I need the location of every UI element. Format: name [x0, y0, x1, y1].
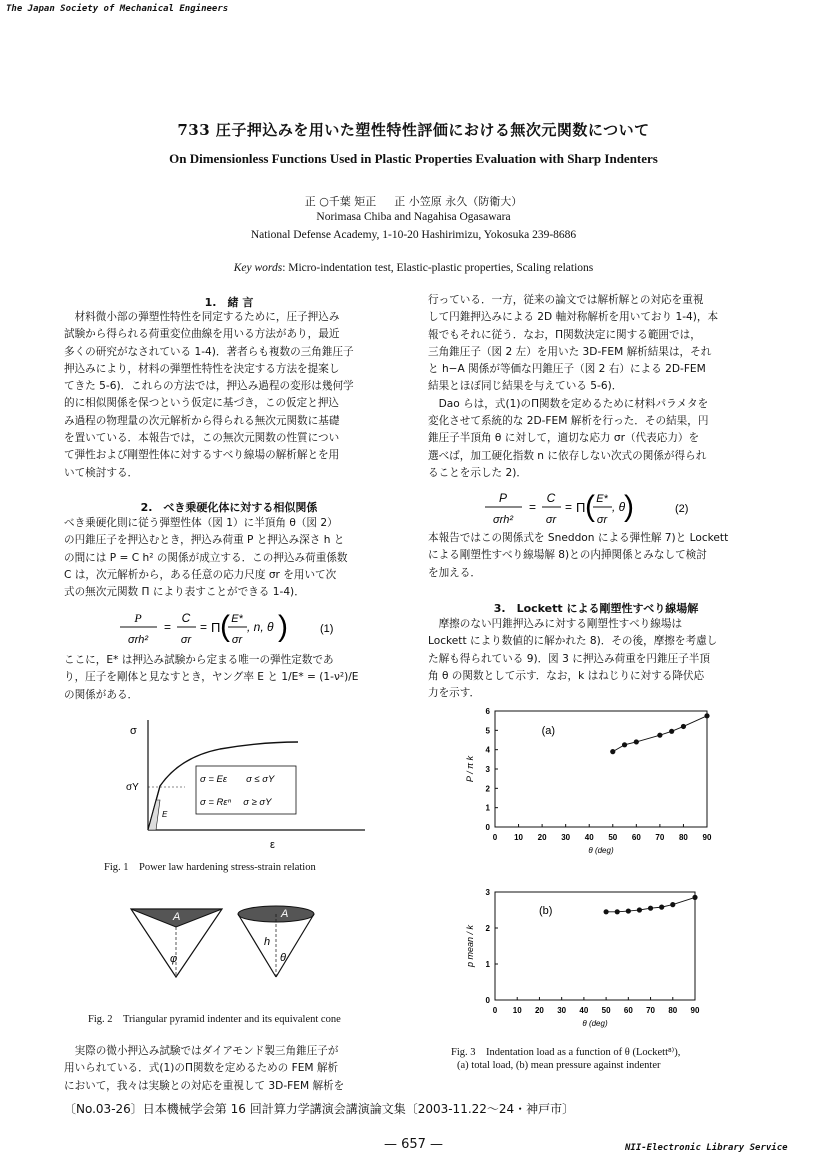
x-tick-label: 30	[557, 1006, 567, 1015]
plot-frame	[495, 892, 695, 1000]
x-axis-label: θ (deg)	[582, 1019, 608, 1028]
eq1-lhs-num: P	[134, 611, 142, 625]
section-2-line: C は，次元解析から，ある任意の応力尺度 σr を用いて次	[64, 568, 337, 581]
section-1-line: を置いている．本報告では，この無次元関数の性質につい	[64, 432, 340, 445]
authors-jp: 正 ○千葉 矩正 正 小笠原 永久（防衛大）	[304, 195, 523, 208]
svg-text:): )	[624, 490, 634, 523]
section-1-line: 的に相似関係を保つという仮定に基づき，この仮定と押込	[64, 397, 340, 410]
y-tick-label: 2	[485, 924, 490, 933]
eq1-tail: , n, θ	[247, 620, 274, 634]
fig1-sigma-y: σY	[126, 782, 139, 793]
title-en: On Dimensionless Functions Used in Plastic Properties Evaluation with Sharp Indenters	[169, 151, 658, 166]
section-1-title: 1. 緒 言	[204, 296, 254, 309]
fig2-A1: A	[173, 911, 181, 923]
section-1-line: 多くの研究がなされている 1-4)．著者らも複数の三角錐圧子	[64, 345, 354, 358]
left-bottom-body	[64, 1043, 400, 1095]
after-eq1-body	[64, 652, 400, 704]
data-point	[670, 902, 675, 907]
x-tick-label: 80	[668, 1006, 678, 1015]
data-point	[626, 908, 631, 913]
y-tick-label: 2	[485, 784, 490, 794]
eq1-lhs-den: σrh²	[127, 634, 149, 646]
equation-1-svg	[115, 608, 400, 650]
svg-text:(: (	[220, 610, 230, 643]
after-eq2-body	[428, 530, 764, 582]
fig1-law-1: σ = Eε σ ≤ σY	[200, 774, 275, 785]
keywords-text: : Micro-indentation test, Elastic-plastic properties, Scaling relations	[282, 262, 594, 274]
data-point	[669, 729, 674, 734]
section-1-body	[64, 309, 400, 482]
section-3-line: た解も得られている 9)．図 3 に押込み荷重を円錐圧子半頂	[428, 652, 710, 665]
eq1-mid-den: σr	[180, 634, 192, 646]
section-3-title: 3. Lockett による剛塑性すべり線場解	[493, 602, 699, 615]
equation-2-svg	[480, 488, 730, 530]
eq2-lhs-den: σrh²	[492, 514, 514, 526]
panel-label: (a)	[541, 725, 556, 738]
section-2-title: 2. べき乗硬化体に対する相似関係	[140, 501, 318, 514]
figure-3-caption-line1: Fig. 3 Indentation load as a function of θ (Lockett⁸⁾),	[451, 1047, 681, 1058]
data-point	[637, 907, 642, 912]
title-jp: 733 圧子押込みを用いた塑性特性評価における無次元関数について	[177, 121, 650, 139]
figure-1-caption: Fig. 1 Power law hardening stress-strain relation	[104, 862, 316, 873]
figure-1-svg	[110, 712, 400, 857]
section-1-line: いて検討する．	[64, 466, 139, 479]
y-tick-label: 0	[485, 823, 490, 832]
section-2-line: べき乗硬化則に従う弾塑性体（図 1）に半頂角 θ（図 2）	[64, 517, 338, 529]
x-tick-label: 70	[646, 1006, 656, 1015]
page-number: — 657 —	[383, 1137, 444, 1152]
service-footer: NII-Electronic Library Service	[625, 1143, 788, 1153]
eq2-pi: Π	[576, 500, 586, 515]
fig2-phi: φ	[170, 953, 178, 965]
right-top-line: 変化させて系統的な 2D-FEM 解析を行った．その結果，円	[428, 415, 709, 428]
data-point	[604, 909, 609, 914]
data-point	[615, 909, 620, 914]
keywords-label: Key words	[233, 262, 283, 274]
right-top-line: 三角錐圧子（図 2 左）を用いた 3D-FEM 解析結果は，それ	[428, 345, 712, 358]
x-tick-label: 90	[702, 833, 712, 842]
eq1-mid-num: C	[181, 611, 191, 625]
x-tick-label: 0	[492, 833, 498, 842]
section-3-line: Lockett により数値的に解かれた 8)．その後，摩擦を考慮し	[428, 635, 718, 648]
figure-2-svg	[124, 897, 324, 997]
data-point	[657, 733, 662, 738]
x-tick-label: 20	[534, 1006, 544, 1015]
x-tick-label: 80	[678, 833, 688, 842]
x-tick-label: 60	[631, 833, 641, 842]
data-point	[704, 713, 709, 718]
keywords	[0, 262, 827, 274]
society-header: The Japan Society of Mechanical Engineers	[6, 4, 229, 14]
section-1-line: てきた 5-6)．これらの方法では，押込み過程の変形は幾何学	[64, 380, 354, 393]
x-tick-label: 20	[537, 833, 547, 842]
eq2-frac-den: σr	[596, 514, 608, 526]
fig1-eps: ε	[270, 839, 275, 851]
section-1-line: み過程の物理量の次元解析から得られる無次元関数に基礎	[64, 414, 340, 427]
equation-2	[480, 488, 730, 530]
y-axis-label: p mean / k	[465, 924, 475, 968]
section-3-line: 角 θ の関数として示す．なお，k はねじりに対する降伏応	[428, 669, 705, 682]
svg-text:): )	[278, 610, 288, 643]
section-3-line: 摩擦のない円錐押込みに対する剛塑性すべり線場は	[428, 618, 683, 630]
plot-frame	[495, 711, 707, 827]
y-tick-label: 1	[485, 803, 490, 813]
eq2-number: (2)	[675, 503, 689, 515]
data-point	[692, 895, 697, 900]
right-top-line: 結果とほぼ同じ結果を与えている 5-6)．	[428, 380, 623, 393]
equation-1	[115, 608, 400, 650]
figure-2-caption: Fig. 2 Triangular pyramid indenter and its equivalent cone	[88, 1014, 341, 1025]
eq2-frac-num: E*	[596, 493, 608, 505]
section-1-line: 材料微小部の弾塑性特性を同定するために，圧子押込み	[64, 311, 340, 323]
x-tick-label: 60	[623, 1006, 633, 1015]
figure-1	[110, 712, 400, 857]
right-top-line: して円錐押込みによる 2D 軸対称解析を用いており 1-4)，本	[428, 311, 719, 324]
fig1-law-2: σ = Rεⁿ σ ≥ σY	[200, 797, 272, 808]
x-tick-label: 50	[608, 833, 618, 842]
x-tick-label: 10	[514, 833, 524, 842]
y-tick-label: 6	[485, 707, 490, 716]
eq1-number: (1)	[320, 623, 334, 635]
after-eq1-line: り，圧子を剛体と見なすとき，ヤング率 E と 1/E* = (1-ν²)/E	[64, 671, 359, 684]
eq2-lhs-num: P	[498, 491, 508, 505]
y-tick-label: 3	[485, 888, 490, 897]
svg-text:=: =	[565, 500, 573, 514]
right-top-line: 行っている．一方，従来の論文では解析解との対応を重視	[428, 294, 704, 306]
y-tick-label: 3	[485, 765, 490, 774]
fig1-E: E	[162, 810, 168, 819]
section-2-line: の間には P = C h² の関係が成立する．この押込み荷重係数	[64, 551, 348, 564]
svg-text:=: =	[529, 500, 537, 514]
data-point	[610, 749, 615, 754]
right-top-line: 報でもそれに従う．なお，Π関数決定に関する範囲では，	[428, 328, 701, 341]
data-point	[659, 905, 664, 910]
authors-en: Norimasa Chiba and Nagahisa Ogasawara	[316, 211, 511, 223]
left-bottom-line: において，我々は実験との対応を重視して 3D-FEM 解析を	[64, 1079, 345, 1092]
section-1-line: 押込みにより，材料の弾塑性特性を決定する方法を提案し	[64, 362, 340, 375]
left-bottom-line: 実際の微小押込み試験ではダイアモンド製三角錐圧子が	[64, 1045, 339, 1057]
figure-3b-chart	[455, 884, 725, 1040]
after-eq2-line: 本報告ではこの関係式を Sneddon による弾性解 7)と Lockett	[428, 532, 729, 544]
section-1-line: 試験から得られる荷重変位曲線を用いる方法があり，最近	[64, 328, 340, 341]
section-2-line: の円錐圧子を押込むとき，押込み荷重 P と押込み深さ h と	[64, 534, 345, 547]
panel-label: (b)	[539, 905, 553, 918]
svg-text:=: =	[200, 620, 208, 634]
eq2-mid-den: σr	[545, 514, 557, 526]
after-eq1-line: の関係がある．	[64, 688, 139, 701]
y-tick-label: 1	[485, 960, 490, 969]
x-tick-label: 50	[601, 1006, 611, 1015]
eq1-frac-den: σr	[231, 634, 243, 646]
data-point	[681, 724, 686, 729]
right-top-line: Dao らは，式(1)のΠ関数を定めるために材料パラメタを	[428, 397, 709, 410]
data-point	[634, 739, 639, 744]
right-top-line: 錐圧子半頂角 θ に対して，適切な応力 σr（代表応力）を	[428, 432, 700, 445]
eq1-frac-num: E*	[231, 613, 243, 625]
fig2-A2: A	[281, 908, 289, 920]
section-2-line: 式の無次元関数 Π により表すことができる 1-4)．	[64, 586, 305, 599]
x-tick-label: 30	[561, 833, 571, 842]
y-axis-label: P / π k	[465, 755, 475, 783]
x-tick-label: 40	[579, 1006, 589, 1015]
y-tick-label: 0	[485, 996, 490, 1005]
data-point	[648, 906, 653, 911]
eq1-pi: Π	[211, 620, 221, 635]
right-top-body	[428, 292, 764, 482]
svg-text:=: =	[164, 620, 172, 634]
figure-3-caption-line2: (a) total load, (b) mean pressure against indenter	[457, 1060, 661, 1071]
x-tick-label: 40	[584, 833, 594, 842]
section-3-line: 力を示す．	[428, 687, 481, 700]
data-point	[622, 742, 627, 747]
section-2-body	[64, 515, 400, 601]
figure-3a-chart	[455, 703, 725, 873]
x-tick-label: 10	[512, 1006, 522, 1015]
after-eq2-line: による剛塑性すべり線場解 8)との内挿関係とみなして検討	[428, 549, 707, 562]
eq2-mid-num: C	[546, 491, 556, 505]
after-eq2-line: を加える．	[428, 566, 481, 579]
y-tick-label: 5	[485, 726, 490, 736]
eq2-tail: , θ	[612, 500, 626, 514]
y-tick-label: 4	[485, 745, 490, 755]
right-top-line: 選べば，加工硬化指数 n に依存しない次式の関係が得られ	[428, 449, 707, 462]
figure-2	[124, 897, 324, 997]
right-top-line: ることを示した 2)．	[428, 466, 527, 479]
svg-text:(: (	[585, 490, 595, 523]
after-eq1-line: ここに，E* は押込み試験から定まる唯一の弾性定数であ	[64, 654, 334, 666]
fig2-theta: θ	[280, 952, 286, 964]
citation-footer: 〔No.03-26〕日本機械学会第 16 回計算力学講演会講演論文集〔2003-11.22〜24・神戸市〕	[64, 1102, 575, 1116]
right-top-line: と h−A 関係が等価な円錐圧子（図 2 右）による 2D-FEM	[428, 363, 706, 376]
affiliation: National Defense Academy, 1-10-20 Hashirimizu, Yokosuka 239-8686	[250, 229, 577, 241]
section-1-line: て弾性および剛塑性体に対するすべり線場の解析解とを用	[64, 449, 340, 462]
left-bottom-line: 用いられている．式(1)のΠ関数を定めるための FEM 解析	[64, 1062, 339, 1075]
x-tick-label: 70	[655, 833, 665, 842]
fig2-h: h	[264, 936, 271, 948]
fig1-sigma: σ	[130, 725, 137, 737]
x-tick-label: 0	[492, 1006, 498, 1015]
x-axis-label: θ (deg)	[588, 846, 614, 855]
x-tick-label: 90	[690, 1006, 700, 1015]
section-3-body	[428, 616, 764, 702]
